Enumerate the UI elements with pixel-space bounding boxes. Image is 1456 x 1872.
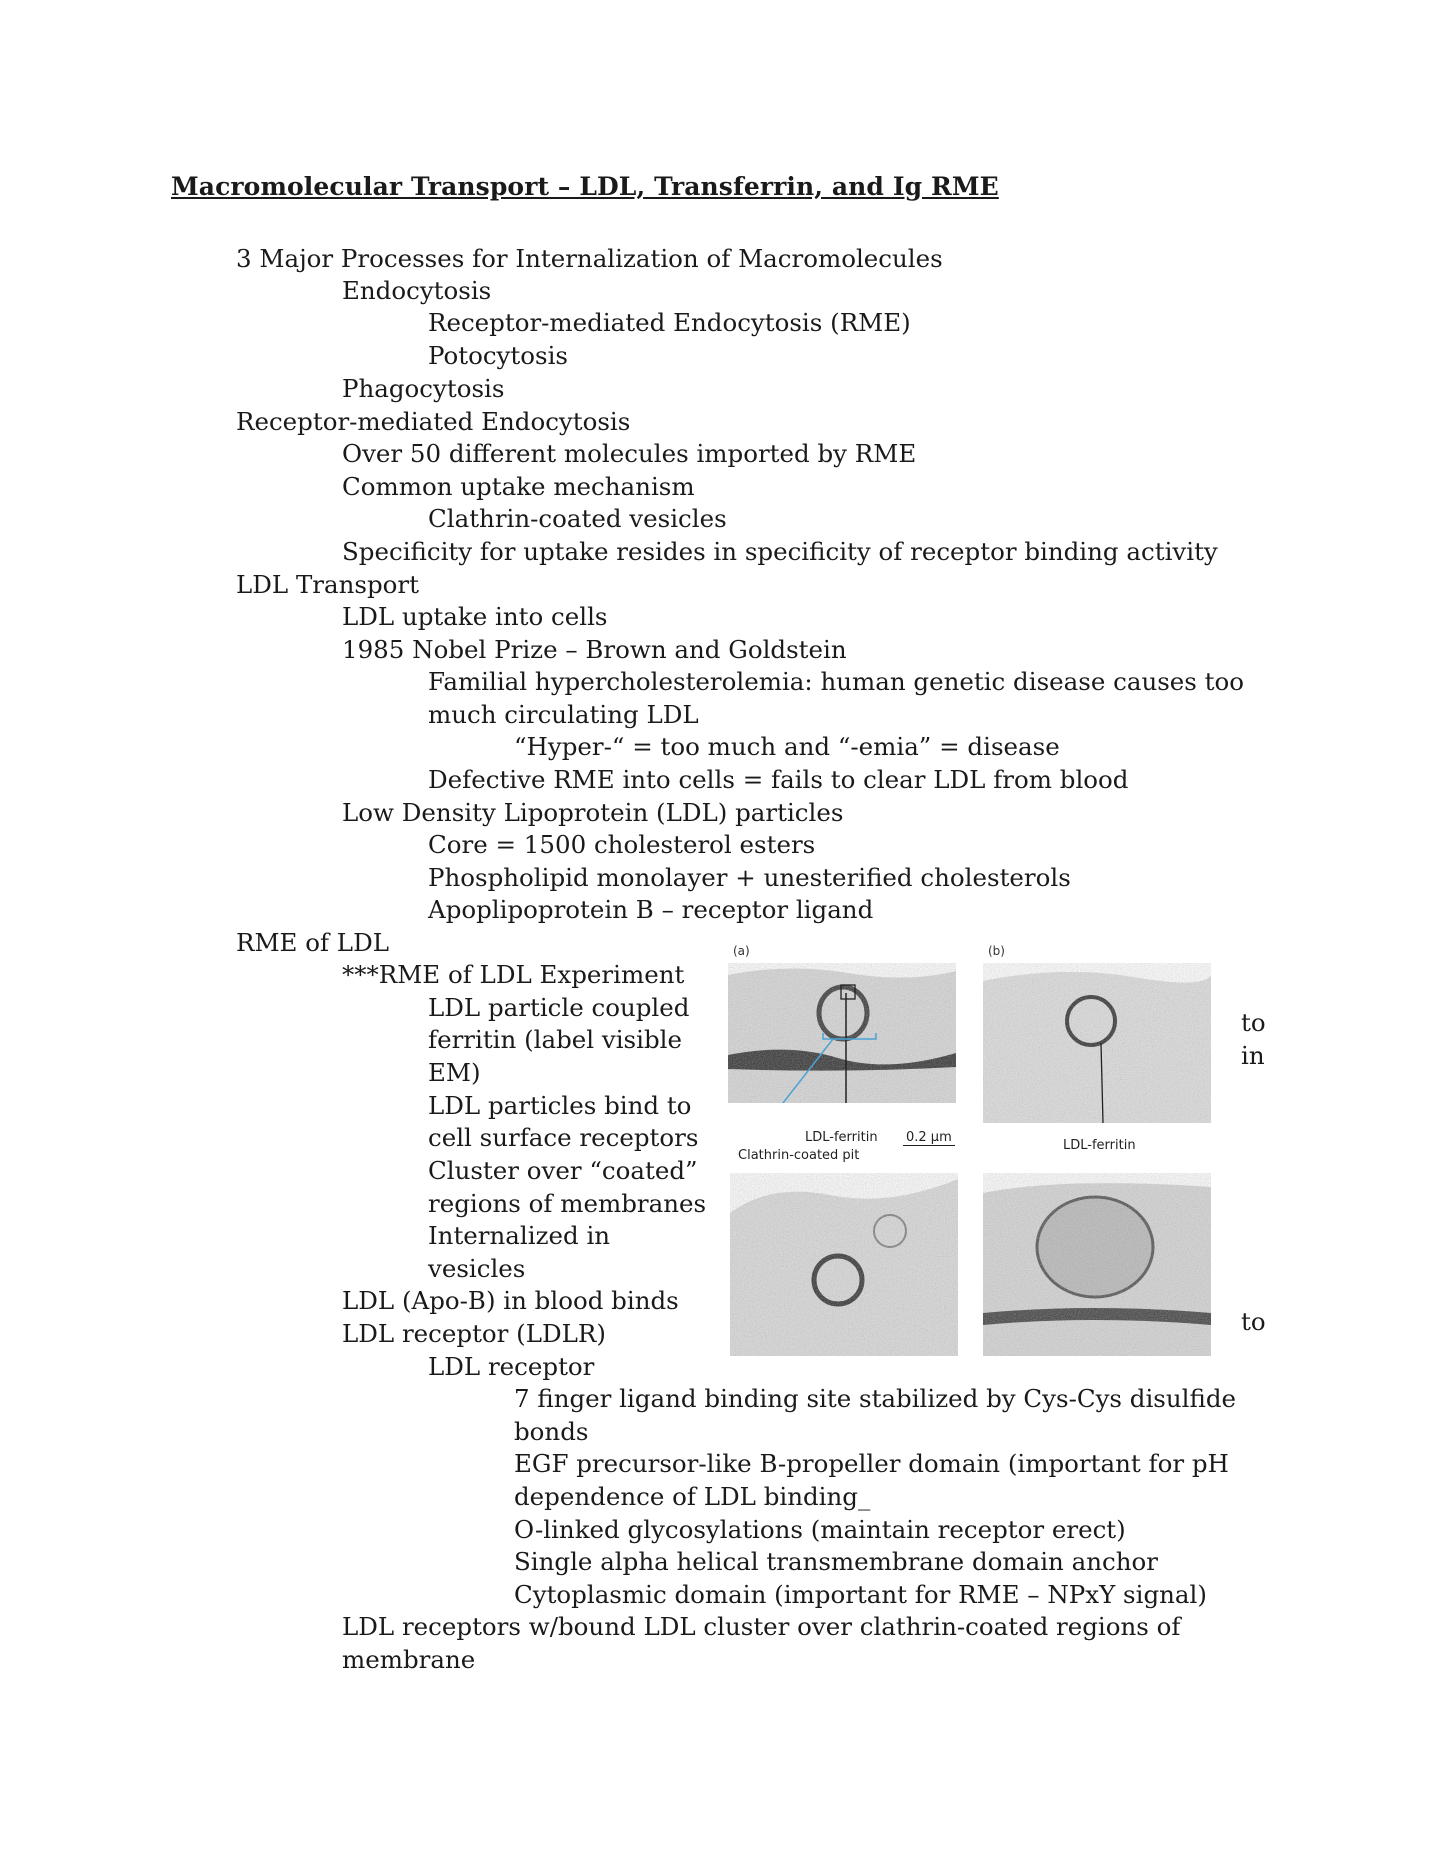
outline-text: LDL receptor [428, 1352, 595, 1381]
outline-text: Phagocytosis [342, 374, 505, 403]
outline-text: regions of membranes [428, 1189, 707, 1218]
outline-text: Over 50 different molecules imported by RME [342, 439, 917, 468]
outline-text: much circulating LDL [428, 700, 699, 729]
outline-text: Phospholipid monolayer + unesterified cholesterols [428, 863, 1071, 892]
outline-text: Receptor-mediated Endocytosis [236, 407, 631, 436]
outline-text: LDL receptors w/bound LDL cluster over clathrin-coated regions of [342, 1612, 1181, 1641]
ldl-ferritin-label-b: LDL-ferritin [1063, 1138, 1136, 1153]
outline-text: Clathrin-coated vesicles [428, 504, 727, 533]
outline-text: Defective RME into cells = fails to clear LDL from blood [428, 765, 1129, 794]
side-word: to [1241, 1307, 1266, 1336]
clathrin-pit-label: Clathrin-coated pit [738, 1148, 860, 1163]
outline-text: RME of LDL [236, 928, 389, 957]
outline-text: Core = 1500 cholesterol esters [428, 830, 816, 859]
outline-text: “Hyper-“ = too much and “-emia” = disease [514, 732, 1060, 761]
outline-text: Cluster over “coated” [428, 1156, 698, 1185]
outline-text: LDL uptake into cells [342, 602, 608, 631]
outline-text: LDL particle coupled [428, 993, 690, 1022]
outline-text: 7 finger ligand binding site stabilized by Cys-Cys disulfide [514, 1384, 1237, 1413]
outline-text: Low Density Lipoprotein (LDL) particles [342, 798, 844, 827]
outline-text: Endocytosis [342, 276, 492, 305]
outline-text: membrane [342, 1645, 476, 1674]
micrograph-a [728, 963, 956, 1103]
scale-bar-label: 0.2 μm [903, 1130, 955, 1146]
outline-text: cell surface receptors [428, 1123, 699, 1152]
side-word: to [1241, 1008, 1266, 1037]
outline-text: Potocytosis [428, 341, 568, 370]
outline-text: Apoplipoprotein B – receptor ligand [428, 895, 874, 924]
outline-text: LDL Transport [236, 570, 419, 599]
outline-text: Familial hypercholesterolemia: human genetic disease causes too [428, 667, 1245, 696]
page-title: Macromolecular Transport – LDL, Transferrin, and Ig RME [171, 172, 999, 201]
outline-text: Single alpha helical transmembrane domain anchor [514, 1547, 1158, 1576]
outline-text: 3 Major Processes for Internalization of Macromolecules [236, 244, 943, 273]
outline-text: Receptor-mediated Endocytosis (RME) [428, 308, 911, 337]
outline-text: Internalized in [428, 1221, 611, 1250]
ldl-ferritin-label-a: LDL-ferritin [805, 1130, 878, 1145]
outline-text: LDL receptor (LDLR) [342, 1319, 606, 1348]
micrograph-b [983, 963, 1211, 1123]
micrograph-d [983, 1173, 1211, 1356]
outline-text: LDL (Apo-B) in blood binds [342, 1286, 679, 1315]
outline-text: Cytoplasmic domain (important for RME – NPxY signal) [514, 1580, 1207, 1609]
outline-text: 1985 Nobel Prize – Brown and Goldstein [342, 635, 847, 664]
outline-text: EGF precursor-like B-propeller domain (important for pH [514, 1449, 1229, 1478]
outline-text: EM) [428, 1058, 481, 1087]
outline-text: Common uptake mechanism [342, 472, 695, 501]
outline-text: O-linked glycosylations (maintain receptor erect) [514, 1515, 1126, 1544]
outline-text: ***RME of LDL Experiment [342, 960, 685, 989]
side-word: in [1241, 1041, 1265, 1070]
outline-text: bonds [514, 1417, 589, 1446]
outline-text: vesicles [428, 1254, 526, 1283]
panel-label-b: (b) [988, 944, 1005, 958]
panel-label-a: (a) [733, 944, 750, 958]
outline-text: Specificity for uptake resides in specificity of receptor binding activity [342, 537, 1218, 566]
outline-text: ferritin (label visible [428, 1025, 682, 1054]
micrograph-c [730, 1173, 958, 1356]
outline-text: dependence of LDL binding_ [514, 1482, 871, 1511]
outline-text: LDL particles bind to [428, 1091, 692, 1120]
